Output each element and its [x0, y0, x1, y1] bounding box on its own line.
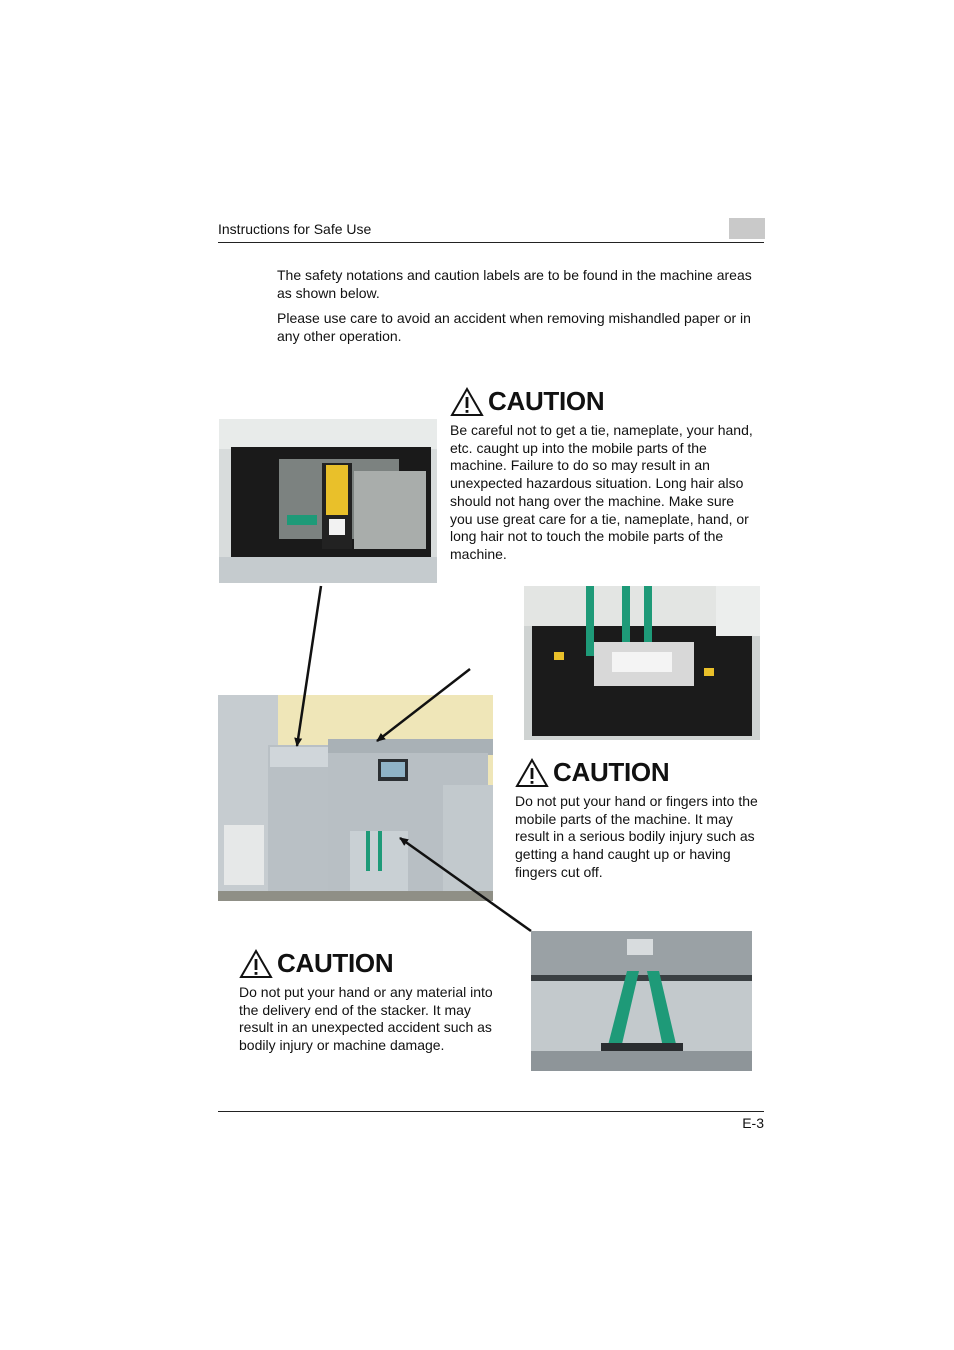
caution-label-1: CAUTION — [488, 386, 605, 416]
intro-paragraph-1: The safety notations and caution labels are to be found in the machine areas as shown below. — [277, 267, 752, 301]
caution-text-3: Do not put your hand or any material into the delivery end of the stacker. It may result in an unexpected accident such as bodily injury or machine damage. — [239, 984, 493, 1054]
arrow-to-delivery — [400, 838, 531, 931]
footer-rule — [218, 1111, 764, 1112]
intro-paragraph-2: Please use care to avoid an accident when removing mishandled paper or in any other operation. — [277, 310, 751, 344]
arrow-to-interior — [297, 586, 321, 746]
arrow-to-mechanism — [377, 669, 470, 741]
caution-label-2: CAUTION — [553, 757, 670, 787]
caution-text-1: Be careful not to get a tie, nameplate, your hand, etc. caught up into the mobile parts of the machine. Failure to do so may result in an unexpected hazardous situation. Long hair also should not hang over the machine. Make sure you use great care for a tie, nameplate, hand, or long hair not to touch the mobile parts of the machine. — [450, 422, 753, 562]
page-number: E-3 — [742, 1115, 764, 1131]
caution-text-2: Do not put your hand or fingers into the mobile parts of the machine. It may result in a serious bodily injury such as getting a hand caught up or having fingers cut off. — [515, 793, 758, 880]
caution-label-3: CAUTION — [277, 948, 394, 978]
running-header: Instructions for Safe Use — [218, 221, 372, 237]
